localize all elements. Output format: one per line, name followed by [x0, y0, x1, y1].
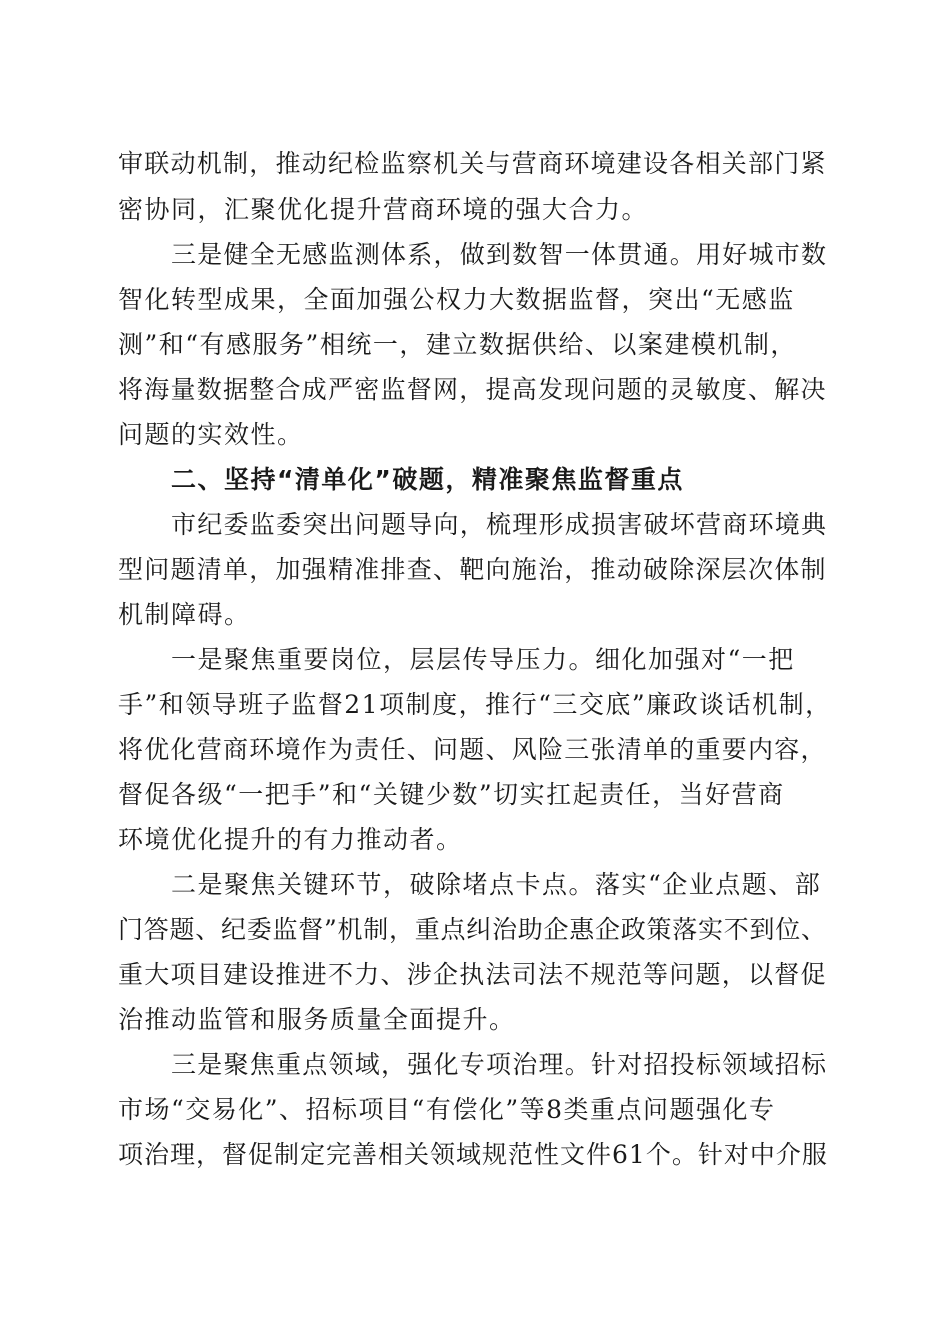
paragraph-first-line: 三是聚焦重点领域，强化专项治理。针对招投标领域招标: [171, 1050, 828, 1079]
body-text-line: 督促各级“一把手”和“关键少数”切实扛起责任，当好营商: [118, 780, 785, 809]
body-text-line: 治推动监管和服务质量全面提升。: [118, 1005, 516, 1034]
body-text-line: 手”和领导班子监督21项制度，推行“三交底”廉政谈话机制，: [118, 690, 832, 719]
body-text-line: 问题的实效性。: [118, 420, 304, 449]
section-heading: 二、坚持“清单化”破题，精准聚焦监督重点: [171, 465, 684, 494]
body-text-line: 门答题、纪委监督”机制，重点纠治助企惠企政策落实不到位、: [118, 915, 827, 944]
paragraph-first-line: 一是聚焦重要岗位，层层传导压力。细化加强对“一把: [171, 645, 795, 674]
body-text-line: 智化转型成果，全面加强公权力大数据监督，突出“无感监: [118, 285, 795, 314]
body-text-line: 环境优化提升的有力推动者。: [118, 825, 463, 854]
paragraph-first-line: 三是健全无感监测体系，做到数智一体贯通。用好城市数: [171, 240, 828, 269]
body-text-line: 密协同，汇聚优化提升营商环境的强大合力。: [118, 195, 649, 224]
body-text-line: 重大项目建设推进不力、涉企执法司法不规范等问题，以督促: [118, 960, 827, 989]
body-text-line: 测”和“有感服务”相统一，建立数据供给、以案建模机制，: [118, 330, 797, 359]
body-text-line: 将海量数据整合成严密监督网，提高发现问题的灵敏度、解决: [118, 375, 827, 404]
body-text-line: 机制障碍。: [118, 600, 251, 629]
body-text-line: 项治理，督促制定完善相关领域规范性文件61个。针对中介服: [118, 1140, 828, 1169]
body-text-line: 审联动机制，推动纪检监察机关与营商环境建设各相关部门紧: [118, 149, 827, 178]
body-text-line: 型问题清单，加强精准排查、靶向施治，推动破除深层次体制: [118, 555, 827, 584]
body-text-line: 市场“交易化”、招标项目“有偿化”等8类重点问题强化专: [118, 1095, 776, 1124]
paragraph-first-line: 二是聚焦关键环节，破除堵点卡点。落实“企业点题、部: [171, 870, 822, 899]
body-text-line: 将优化营商环境作为责任、问题、风险三张清单的重要内容，: [118, 735, 827, 764]
paragraph-first-line: 市纪委监委突出问题导向，梳理形成损害破坏营商环境典: [171, 510, 828, 539]
